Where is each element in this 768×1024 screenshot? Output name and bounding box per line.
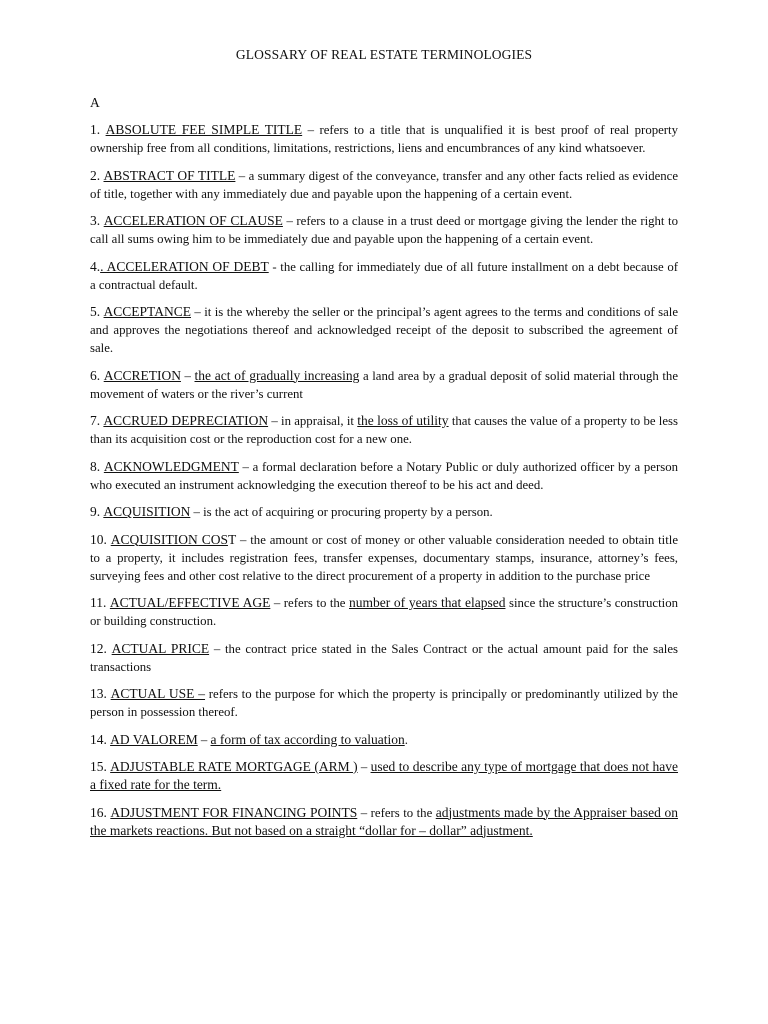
entry-definition: the calling for immediately due of all future installment on a debt because of a contractual default. bbox=[90, 259, 678, 292]
entry-number: 8. bbox=[90, 458, 101, 474]
entry-definition: refers to a clause in a trust deed or mortgage giving the lender the right to call all sums owing him to be immediately due and payable upon the happening of a certain event. bbox=[90, 214, 678, 246]
entry-term: ADJUSTMENT FOR FINANCING POINTS bbox=[110, 804, 358, 820]
entry-number: 10. bbox=[90, 531, 107, 547]
glossary-entry bbox=[90, 594, 678, 630]
entry-term: ACQUISITION COS bbox=[110, 531, 228, 547]
entry-separator: – bbox=[302, 123, 320, 137]
entry-number: 5. bbox=[90, 304, 101, 319]
entry-separator: – bbox=[190, 305, 205, 319]
glossary-entry bbox=[90, 804, 678, 840]
glossary-entry bbox=[90, 121, 678, 157]
glossary-entry bbox=[90, 640, 678, 676]
glossary-entry bbox=[90, 758, 678, 794]
page-title: GLOSSARY OF REAL ESTATE TERMINOLOGIES bbox=[235, 47, 533, 62]
glossary-list bbox=[90, 121, 678, 849]
entry-number: 4. bbox=[90, 258, 101, 274]
entry-definition: since the structure’s construction or building construction. bbox=[90, 596, 678, 628]
entry-definition: is the act of acquiring or procuring property by a person. bbox=[203, 505, 493, 519]
entry-separator: - bbox=[268, 259, 281, 274]
glossary-entry bbox=[90, 367, 678, 403]
entry-definition: refers to the purpose for which the property is principally or predominantly utilized by the person in possession thereof. bbox=[90, 687, 678, 719]
entry-definition: refers to a title that is unqualified it is best proof of real property ownership free from all conditions, limitations, restrictions, liens and encumbrances of any kind whatsoever. bbox=[90, 123, 679, 155]
entry-term: . ACCELERATION OF DEBT bbox=[100, 258, 269, 274]
entry-definition-underlined: number of years that elapsed bbox=[349, 595, 506, 610]
entry-separator: – bbox=[282, 214, 297, 228]
entry-term: ACKNOWLEDGMENT bbox=[103, 458, 239, 474]
entry-separator: – bbox=[197, 732, 211, 747]
entry-separator: – bbox=[236, 532, 251, 547]
entry-number: 12. bbox=[90, 640, 107, 656]
entry-number: 7. bbox=[90, 413, 101, 428]
entry-definition-underlined: the loss of utility bbox=[357, 413, 449, 428]
entry-separator: – bbox=[268, 414, 282, 428]
entry-definition: a land area by a gradual deposit of solid material through the movement of waters or the river’s current bbox=[90, 368, 679, 401]
glossary-entry bbox=[90, 685, 678, 721]
entry-number: 11. bbox=[90, 595, 107, 610]
glossary-entry bbox=[90, 167, 678, 203]
entry-term: AD VALOREM bbox=[110, 731, 198, 747]
entry-term: ACTUAL/EFFECTIVE AGE bbox=[109, 595, 271, 610]
entry-term: ACCRUED DEPRECIATION bbox=[103, 413, 269, 428]
glossary-entry bbox=[90, 731, 678, 749]
entry-number: 1. bbox=[90, 122, 101, 137]
glossary-entry bbox=[90, 412, 678, 448]
entry-definition-underlined: the act of gradually increasing bbox=[194, 367, 360, 383]
entry-definition: that causes the value of a property to be less than its acquisition cost or the reproduction cost for a new one. bbox=[90, 414, 679, 446]
entry-definition: . bbox=[404, 732, 408, 747]
entry-number: 2. bbox=[90, 167, 101, 183]
entry-separator: – bbox=[357, 760, 371, 774]
entry-definition: refers to the bbox=[370, 805, 436, 820]
entry-number: 9. bbox=[90, 504, 101, 519]
entry-number: 14. bbox=[90, 731, 107, 747]
entry-term: ABSOLUTE FEE SIMPLE TITLE bbox=[105, 122, 303, 137]
entry-definition-underlined: a form of tax according to valuation bbox=[210, 731, 405, 747]
entry-separator: – bbox=[190, 505, 204, 519]
entry-term: ADJUSTABLE RATE MORTGAGE (ARM ) bbox=[110, 759, 358, 774]
entry-definition: the contract price stated in the Sales Contract or the actual amount paid for the sales transactions bbox=[90, 641, 678, 674]
entry-definition: the amount or cost of money or other valuable consideration needed to obtain title to a property, it includes registration fees, transfer expenses, documentary stamps, insurance, attorney’s fees, surveying fees and other cost relative to the direct procurement of a property in addition to the purchase price bbox=[90, 532, 679, 583]
entry-definition-underlined: used to describe any type of mortgage that does not have a fixed rate for the term. bbox=[90, 759, 679, 792]
entry-term-tail: T bbox=[227, 531, 237, 547]
entry-term: ACCRETION bbox=[103, 367, 181, 383]
section-letter: A bbox=[90, 95, 100, 110]
glossary-entry bbox=[90, 531, 678, 585]
entry-term: ACQUISITION bbox=[103, 504, 191, 519]
entry-definition: refers to the bbox=[283, 596, 349, 610]
entry-separator: – bbox=[209, 641, 225, 656]
glossary-entry bbox=[90, 258, 678, 294]
glossary-entry bbox=[90, 303, 678, 357]
entry-term: ACCEPTANCE bbox=[103, 304, 191, 319]
entry-separator: – bbox=[238, 459, 253, 474]
entry-term: ACTUAL USE – bbox=[110, 686, 206, 701]
entry-number: 6. bbox=[90, 367, 101, 383]
entry-separator: – bbox=[235, 168, 249, 183]
entry-separator: – bbox=[270, 596, 284, 610]
glossary-entry bbox=[90, 458, 678, 494]
entry-number: 16. bbox=[90, 804, 107, 820]
entry-separator: – bbox=[180, 368, 195, 383]
entry-number: 15. bbox=[90, 759, 107, 774]
entry-definition: a summary digest of the conveyance, transfer and any other facts relied as evidence of title, together with any immediately due and payable upon the happening of a certain event. bbox=[90, 168, 679, 201]
glossary-entry bbox=[90, 503, 678, 521]
entry-term: ACTUAL PRICE bbox=[111, 640, 210, 656]
entry-number: 3. bbox=[90, 213, 101, 228]
entry-separator: – bbox=[357, 805, 371, 820]
entry-definition-underlined: adjustments made by the Appraiser based on the markets reactions. But not based on a straight “dollar for – dollar” adjustment. bbox=[90, 804, 679, 838]
entry-definition: it is the whereby the seller or the principal’s agent agrees to the terms and conditions of sale and approves the negotiations thereof and acknowledged receipt of the deposit to subscribed the agreement of sale. bbox=[90, 305, 678, 355]
entry-term: ACCELERATION OF CLAUSE bbox=[103, 213, 283, 228]
entry-number: 13. bbox=[90, 686, 107, 701]
glossary-entry bbox=[90, 212, 678, 248]
entry-definition: in appraisal, it bbox=[281, 414, 358, 428]
entry-term: ABSTRACT OF TITLE bbox=[103, 167, 236, 183]
entry-definition: a formal declaration before a Notary Public or duly authorized officer by a person who executed an instrument acknowledging the execution thereof to be his act and deed. bbox=[90, 459, 679, 492]
